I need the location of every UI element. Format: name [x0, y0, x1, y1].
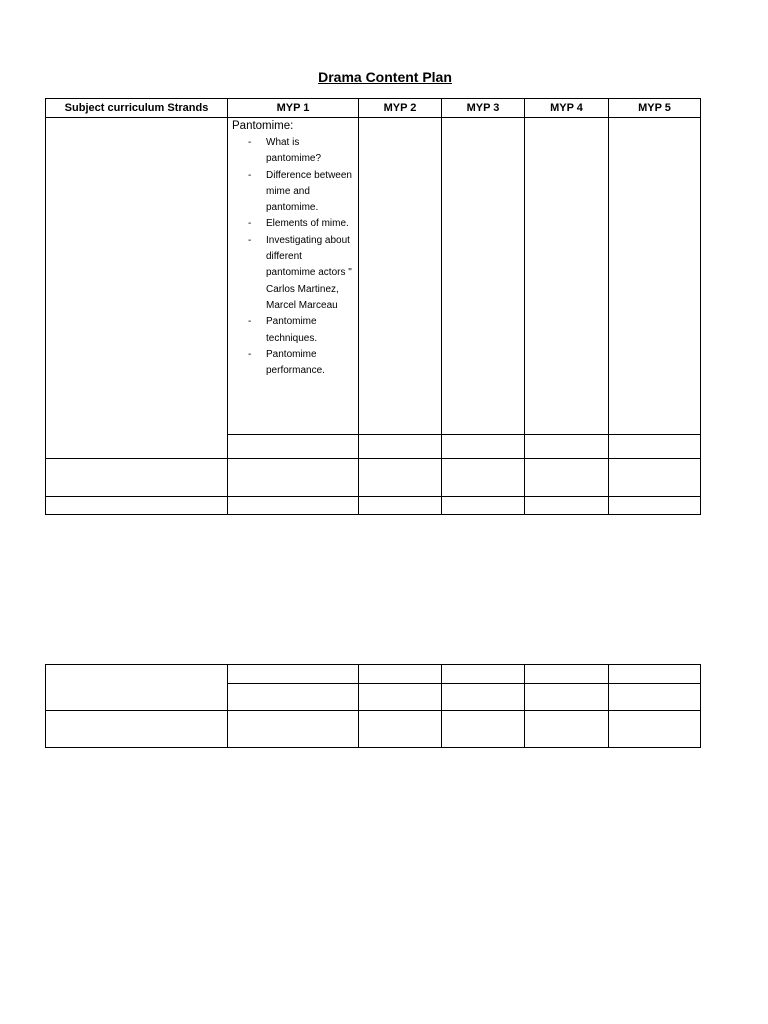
table-row — [46, 711, 701, 748]
empty-cell — [525, 684, 609, 711]
topic-title: Pantomime: — [232, 120, 294, 132]
list-item: - Pantomime techniques. — [248, 316, 318, 344]
empty-cell — [46, 497, 228, 515]
empty-cell — [442, 435, 525, 459]
myp5-cell — [609, 118, 701, 435]
empty-cell — [359, 684, 442, 711]
empty-cell — [609, 435, 701, 459]
empty-cell — [442, 459, 525, 497]
header-myp4: MYP 4 — [525, 99, 609, 118]
header-myp3: MYP 3 — [442, 99, 525, 118]
list-item: - Pantomime performance. — [248, 348, 325, 377]
list-item: - What is pantomime? — [248, 137, 322, 165]
empty-cell — [228, 435, 359, 459]
topic-list — [232, 135, 354, 379]
empty-cell — [228, 459, 359, 497]
empty-cell — [609, 665, 701, 684]
empty-cell — [442, 684, 525, 711]
myp3-cell — [442, 118, 525, 435]
header-row — [46, 99, 701, 118]
empty-cell — [442, 665, 525, 684]
list-item: - Investigating about different pantomime actors " Carlos Martinez, Marcel Marceau — [248, 234, 352, 311]
empty-cell — [228, 665, 359, 684]
empty-cell — [46, 711, 228, 748]
document-title: Drama Content Plan — [318, 69, 452, 85]
empty-cell — [228, 711, 359, 748]
bullet-dash: - — [248, 137, 252, 148]
strand-cell — [46, 118, 228, 459]
empty-cell — [609, 684, 701, 711]
content-plan-table — [45, 98, 701, 515]
header-myp5: MYP 5 — [609, 99, 701, 118]
bullet-dash: - — [248, 169, 252, 181]
empty-cell — [359, 711, 442, 748]
empty-cell — [359, 459, 442, 497]
table-row — [46, 459, 701, 497]
empty-cell — [359, 665, 442, 684]
empty-cell — [609, 497, 701, 515]
bullet-dash: - — [248, 218, 252, 230]
empty-cell — [442, 497, 525, 515]
bullet-dash: - — [248, 316, 252, 328]
empty-cell — [525, 435, 609, 459]
list-item: - Elements of mime. — [232, 216, 354, 232]
empty-cell — [46, 459, 228, 497]
myp1-content-cell — [228, 118, 359, 435]
empty-cell — [228, 497, 359, 515]
empty-cell — [525, 711, 609, 748]
myp2-cell — [359, 118, 442, 435]
bullet-dash: - — [248, 234, 252, 246]
content-plan-table-continued — [45, 664, 701, 748]
empty-cell — [359, 435, 442, 459]
bullet-dash: - — [248, 348, 252, 360]
header-myp2: MYP 2 — [359, 99, 442, 118]
empty-cell — [609, 711, 701, 748]
table-row — [46, 118, 701, 435]
empty-cell — [525, 497, 609, 515]
table-row — [46, 497, 701, 515]
empty-cell — [359, 497, 442, 515]
empty-cell — [442, 711, 525, 748]
myp4-cell — [525, 118, 609, 435]
header-subject-strands: Subject curriculum Strands — [46, 99, 228, 118]
empty-cell — [525, 665, 609, 684]
empty-cell — [228, 684, 359, 711]
header-myp1: MYP 1 — [228, 99, 359, 118]
empty-cell — [525, 459, 609, 497]
empty-cell — [609, 459, 701, 497]
table-row — [46, 665, 701, 684]
list-item: - Difference between mime and pantomime. — [248, 169, 352, 214]
empty-cell — [46, 665, 228, 711]
